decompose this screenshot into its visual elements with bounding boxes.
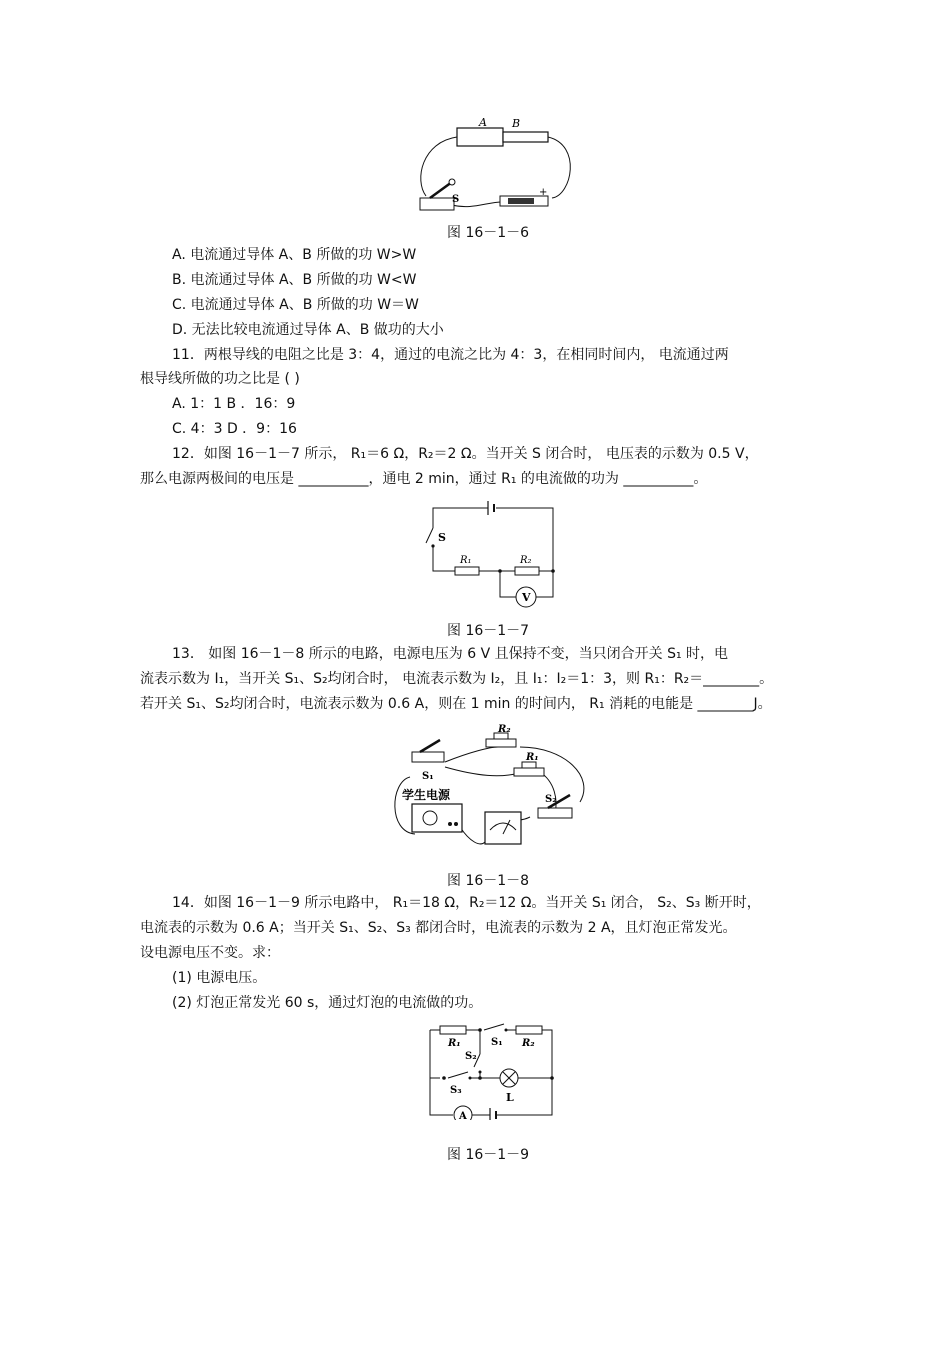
label-s: S xyxy=(438,531,446,544)
q11-opt2: C. 4：3 D ．9：16 xyxy=(172,421,297,437)
resistor-r1 xyxy=(440,1026,466,1034)
option-d: D. 无法比较电流通过导体 A、B 做功的大小 xyxy=(172,322,444,338)
figure-16-1-9 xyxy=(420,1022,560,1120)
label-r1: R₁ xyxy=(526,752,539,763)
option-c: C. 电流通过导体 A、B 所做的功 W＝W xyxy=(172,297,419,313)
switch-s2-base xyxy=(538,808,572,818)
wire xyxy=(421,137,457,196)
q14-sub1: (1) 电源电压。 xyxy=(172,970,267,986)
q11-line2: 根导线所做的功之比是 ( ) xyxy=(140,371,300,387)
resistor-r1 xyxy=(514,768,544,776)
label-s1: S₁ xyxy=(422,771,434,782)
label-r1: R₁ xyxy=(448,1038,461,1049)
wire xyxy=(452,202,502,207)
switch-base xyxy=(420,198,454,210)
resistor-r2 xyxy=(516,1026,542,1034)
q11-opt1: A. 1：1 B ．16：9 xyxy=(172,396,296,412)
label-b: B xyxy=(512,117,521,130)
q11-line1: 11．两根导线的电阻之比是 3：4，通过的电流之比为 4：3，在相同时间内， 电流通过两 xyxy=(172,347,729,363)
label-v: V xyxy=(522,591,531,604)
figure-16-1-8 xyxy=(390,722,600,857)
wire xyxy=(445,747,498,762)
conductor-b xyxy=(503,132,548,142)
label-r1: R₁ xyxy=(460,555,472,566)
label-source: 学生电源 xyxy=(402,788,451,802)
source-dial xyxy=(423,811,437,825)
junction xyxy=(550,1076,554,1080)
q14-line2: 电流表的示数为 0.6 A；当开关 S₁、S₂、S₃ 都闭合时，电流表的示数为 2 A，且灯泡正常发光。 xyxy=(140,920,737,936)
q14-sub2: (2) 灯泡正常发光 60 s，通过灯泡的电流做的功。 xyxy=(172,995,483,1011)
ammeter xyxy=(485,812,521,844)
q14-line1: 14．如图 16－1－9 所示电路中， R₁＝18 Ω，R₂＝12 Ω。当开关 S₁ 闭合， S₂、S₃ 断开时， xyxy=(172,895,761,911)
figure-16-1-6 xyxy=(412,110,582,220)
figure-caption: 图 16－1－8 xyxy=(447,873,530,889)
resistor-r1 xyxy=(455,567,479,575)
label-r2: R₂ xyxy=(522,1038,535,1049)
switch-s1-base xyxy=(412,752,444,762)
option-a: A. 电流通过导体 A、B 所做的功 W>W xyxy=(172,247,417,263)
switch-lever xyxy=(430,182,452,198)
q12-line2: 那么电源两极间的电压是 __________，通电 2 min，通过 R₁ 的电流做的功为 __________。 xyxy=(140,471,708,487)
junction xyxy=(442,1076,446,1080)
q12-line1: 12．如图 16－1－7 所示， R₁＝6 Ω，R₂＝2 Ω。当开关 S 闭合时， 电压表的示数为 0.5 V， xyxy=(172,446,759,462)
wire xyxy=(433,508,488,528)
switch-s xyxy=(426,528,433,543)
wire xyxy=(445,767,515,776)
switch-s1-lever xyxy=(420,740,440,752)
source-terminal xyxy=(448,822,452,826)
q14-line3: 设电源电压不变。求： xyxy=(140,945,280,961)
wire xyxy=(433,546,455,571)
wire xyxy=(460,827,485,844)
wire xyxy=(548,137,570,198)
source-terminal xyxy=(454,822,458,826)
figure-caption: 图 16－1－7 xyxy=(447,623,530,639)
figure-caption: 图 16－1－6 xyxy=(447,225,530,241)
battery-cell xyxy=(508,198,534,204)
label-s2: S₂ xyxy=(465,1051,477,1062)
figure-caption: 图 16－1－9 xyxy=(447,1147,530,1163)
conductor-a xyxy=(457,128,503,146)
resistor-r2 xyxy=(515,567,539,575)
label-a: A xyxy=(479,116,487,129)
label-plus: + xyxy=(539,187,548,198)
label-a: A xyxy=(459,1111,467,1120)
figure-16-1-7 xyxy=(418,498,568,613)
wire xyxy=(500,571,516,597)
option-b: B. 电流通过导体 A、B 所做的功 W<W xyxy=(172,272,417,288)
label-r2: R₂ xyxy=(520,555,532,566)
label-s1: S₁ xyxy=(491,1037,503,1048)
switch-knob xyxy=(449,179,455,185)
q13-line3: 若开关 S₁、S₂均闭合时，电流表示数为 0.6 A，则在 1 min 的时间内， R₁ 消耗的电能是 ________J。 xyxy=(140,696,772,712)
label-s3: S₃ xyxy=(450,1085,462,1096)
q13-line2: 流表示数为 I₁，当开关 S₁、S₂均闭合时， 电流表示数为 I₂，且 I₁：I₂＝1：3，则 R₁：R₂＝________。 xyxy=(140,671,774,687)
switch-s1 xyxy=(484,1024,504,1030)
label-l: L xyxy=(506,1091,514,1104)
q13-line1: 13． 如图 16－1－8 所示的电路，电源电压为 6 V 且保持不变，当只闭合开关 S₁ 时，电 xyxy=(172,646,729,662)
switch-s3 xyxy=(448,1072,468,1078)
label-s: S xyxy=(452,194,460,205)
label-r2: R₂ xyxy=(498,724,511,735)
resistor-r2 xyxy=(486,739,516,747)
label-s2: S₂ xyxy=(545,794,557,805)
junction xyxy=(478,1076,482,1080)
